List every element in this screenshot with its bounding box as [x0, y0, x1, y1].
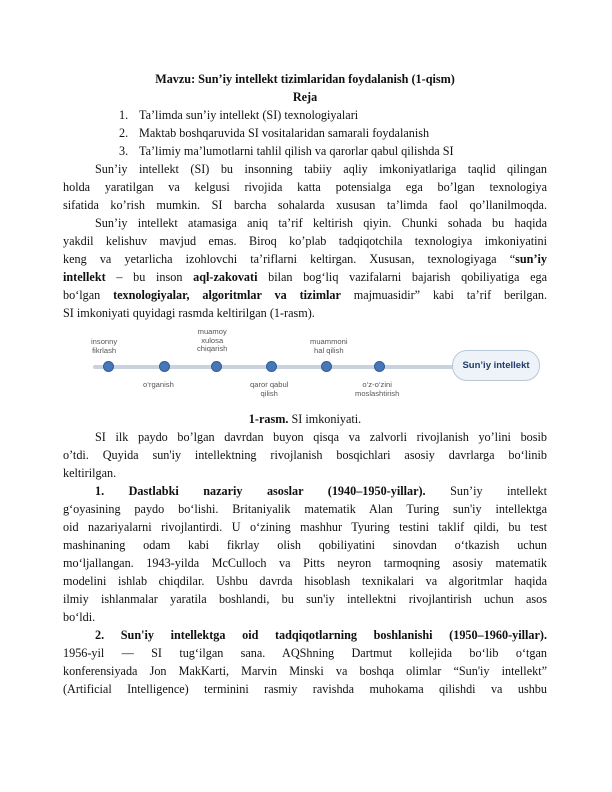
plan-item: 1. Ta’limda sun’iy intellekt (SI) texnologiyalari	[119, 108, 359, 122]
timeline-dot	[103, 361, 114, 372]
paragraph-line: mashinaning odam kabi fikrlay olish qobiliyatini sinovdan o‘tkazish uchun	[63, 538, 547, 552]
diagram-label-bottom: o‘rganish	[143, 380, 174, 389]
paragraph-line: oid nazariyalarni rivojlantirdi. U o‘zining mashhur Tyuring testini taklif qildi, bu test	[63, 520, 547, 534]
paragraph-line: holda yaratilgan va kelgusi rivojida katta potensialga ega bo’lgan texnologiya	[63, 180, 547, 194]
timeline-dot	[266, 361, 277, 372]
paragraph-line: Sun’iy intellekt (SI) bu insonning tabiiy aqliy imkoniyatlariga taqlid qilingan	[95, 162, 547, 176]
paragraph-line: bo‘ldi.	[63, 610, 96, 624]
diagram-label-bottom: qaror qabul qilish	[250, 380, 289, 398]
paragraph-line: bo‘lgan texnologiyalar, algoritmlar va tizimlar majmuasidir” kabi ta’rif berilgan.	[63, 288, 547, 302]
paragraph-line: sifatida ko’rish mumkin. SI barcha sohalarda xususan ta’limda faol qo’llanilmoqda.	[63, 198, 547, 212]
diagram-label-bottom: o‘z-o‘zini moslashtirish	[355, 380, 400, 398]
paragraph-line: 1956-yil — SI tug‘ilgan sana. AQShning Dartmut kollejida bo‘lib o‘tgan	[63, 646, 547, 660]
paragraph-line: o’tdi. Quyida sun'iy intellektning rivojlanish bosqichlari asosiy davrlarga bo‘linib	[63, 448, 547, 462]
timeline-dot	[321, 361, 332, 372]
paragraph-line: modelini ishlab chiqdilar. Ushbu davrda hisoblash texnikalari va algoritmlar haqida	[63, 574, 547, 588]
paragraph-line: Sun’iy intellekt atamasiga aniq ta’rif keltirish qiyin. Chunki sohada bu haqida	[95, 216, 547, 230]
si-capabilities-diagram	[85, 327, 540, 408]
section-heading-line: 1. Dastlabki nazariy asoslar (1940–1950-yillar). Sun’iy intellekt	[95, 484, 547, 498]
diagram-label-top: muammoni hal qilish	[310, 337, 348, 355]
paragraph-line: intellekt – bu inson aql-zakovati bilan bog‘liq vazifalarni bajarish qobiliyatiga ega	[63, 270, 547, 284]
paragraph-line: g‘oyasining paydo bo‘lishi. Britaniyalik matematik Alan Turing sun'iy intellektga	[63, 502, 547, 516]
timeline-dot	[374, 361, 385, 372]
paragraph-line: keltirilgan.	[63, 466, 117, 480]
figure-caption: 1-rasm. SI imkoniyati.	[248, 412, 362, 426]
paragraph-line: keng va yetarlicha izohlovchi ta’riflarni keltirgan. Xususan, texnologiyaga “sun’iy	[63, 252, 547, 266]
paragraph-line: SI ilk paydo bo’lgan davrdan buyon qisqa va zalvorli rivojlanish yo’lini bosib	[95, 430, 547, 444]
si-badge: Sun’iy intellekt	[452, 350, 540, 381]
plan-item: 3. Ta’limiy ma’lumotlarni tahlil qilish va qarorlar qabul qilishda SI	[119, 144, 454, 158]
paragraph-line: mo‘ljallangan. 1943-yilda McCulloch va Pitts neyron tarmoqning asosiy matematik	[63, 556, 547, 570]
paragraph-line: konferensiyada Jon MakKarti, Marvin Minski va boshqa olimlar “Sun'iy intellekt”	[63, 664, 547, 678]
document-title: Mavzu: Sun’iy intellekt tizimlaridan foydalanish (1-qism)	[155, 72, 455, 86]
paragraph-line: (Artificial Intelligence) terminini rasmiy ravishda muhokama qilishdi va ushbu	[63, 682, 547, 696]
plan-heading: Reja	[292, 90, 318, 104]
timeline-dot	[211, 361, 222, 372]
plan-item: 2. Maktab boshqaruvida SI vositalaridan samarali foydalanish	[119, 126, 430, 140]
paragraph-line: ilmiy ishlanmalar yaratila boshlandi, bu sun'iy intellektni rivojlantirish uchun asos	[63, 592, 547, 606]
diagram-label-top: muamoy xulosa chiqarish	[197, 327, 228, 354]
diagram-label-top: insonny fikrlash	[91, 337, 118, 355]
section-heading-line: 2. Sun'iy intellektga oid tadqiqotlarning boshlanishi (1950–1960-yillar).	[95, 628, 547, 642]
paragraph-line: SI imkoniyati quyidagi rasmda keltirilgan (1-rasm).	[63, 306, 315, 320]
timeline-dot	[159, 361, 170, 372]
paragraph-line: yakdil kelishuv mavjud emas. Biroq ko’plab tadqiqotchila texnologiya imkoniyatini	[63, 234, 547, 248]
